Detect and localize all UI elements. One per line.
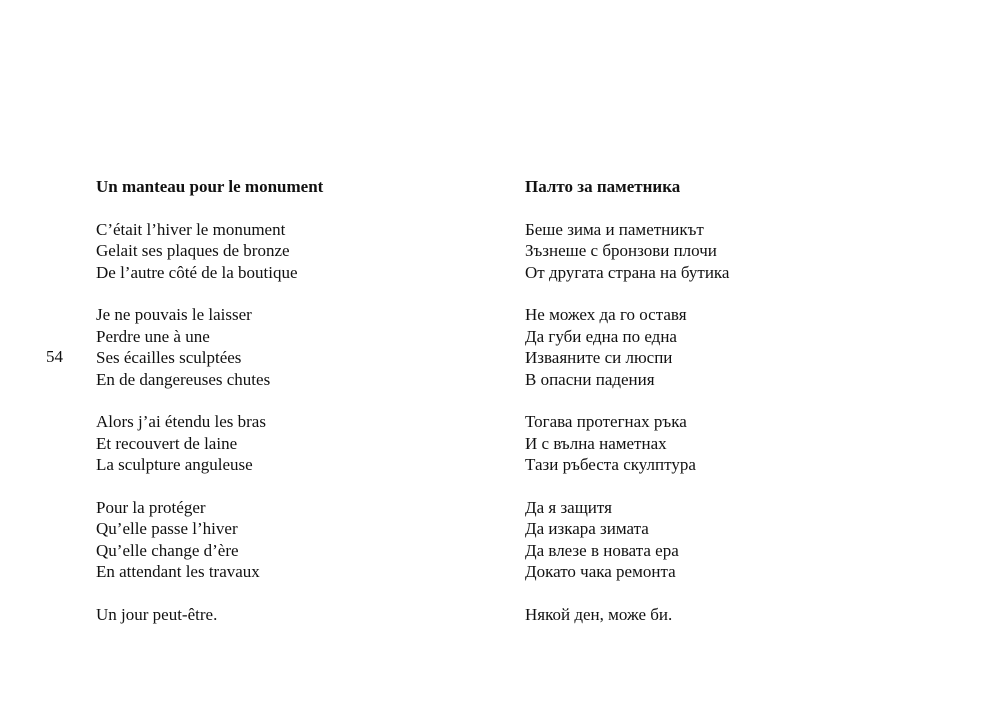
- bulgarian-poem-title: Палто за паметника: [525, 177, 681, 196]
- poem-line: Тогава протегнах ръка: [525, 412, 687, 432]
- poem-line: Alors j’ai étendu les bras: [96, 412, 266, 432]
- poem-line: C’était l’hiver le monument: [96, 219, 286, 239]
- bulgarian-stanza-4: [525, 497, 925, 583]
- poem-line: Тази ръбеста скулптура: [525, 455, 696, 475]
- poem-line: De l’autre côté de la boutique: [96, 262, 298, 282]
- poem-line: Изваяните си люспи: [525, 348, 673, 368]
- bulgarian-stanza-1: [525, 219, 925, 283]
- poem-line: Да я защитя: [525, 498, 612, 518]
- poem-line: Perdre une à une: [96, 326, 210, 346]
- poem-line: Някой ден, може би.: [525, 605, 673, 625]
- bulgarian-poem: [525, 176, 925, 647]
- poem-line: Беше зима и паметникът: [525, 219, 704, 239]
- poem-line: Да влезе в новата ера: [525, 540, 679, 560]
- french-poem-title: Un manteau pour le monument: [96, 177, 324, 196]
- french-stanza-4: [96, 497, 456, 583]
- poem-line: Qu’elle passe l’hiver: [96, 519, 238, 539]
- french-stanza-3: [96, 411, 456, 475]
- poem-line: Зъзнеше с бронзови плочи: [525, 241, 717, 261]
- bulgarian-stanza-2: [525, 304, 925, 390]
- poem-line: Докато чака ремонта: [525, 562, 676, 582]
- french-poem: [96, 176, 456, 647]
- poem-line: Et recouvert de laine: [96, 433, 238, 453]
- poem-line: Да губи една по една: [525, 326, 677, 346]
- poem-line: В опасни падения: [525, 369, 655, 389]
- bulgarian-stanza-3: [525, 411, 925, 475]
- page-number: 54: [46, 347, 63, 366]
- poem-line: Не можех да го оставя: [525, 305, 687, 325]
- poem-line: Да изкара зимата: [525, 519, 649, 539]
- bulgarian-stanza-5: [525, 604, 925, 625]
- poem-line: И с вълна наметнах: [525, 433, 667, 453]
- poem-line: Un jour peut-être.: [96, 605, 218, 625]
- french-stanza-2: [96, 304, 456, 390]
- french-stanza-1: [96, 219, 456, 283]
- french-stanza-5: [96, 604, 456, 625]
- poem-line: Qu’elle change d’ère: [96, 540, 239, 560]
- poem-line: En de dangereuses chutes: [96, 369, 271, 389]
- poem-line: От другата страна на бутика: [525, 262, 730, 282]
- poem-line: Ses écailles sculptées: [96, 348, 242, 368]
- poem-line: En attendant les travaux: [96, 562, 260, 582]
- poem-line: Je ne pouvais le laisser: [96, 305, 252, 325]
- poem-line: Pour la protéger: [96, 498, 206, 518]
- poem-line: Gelait ses plaques de bronze: [96, 241, 290, 261]
- poem-line: La sculpture anguleuse: [96, 455, 253, 475]
